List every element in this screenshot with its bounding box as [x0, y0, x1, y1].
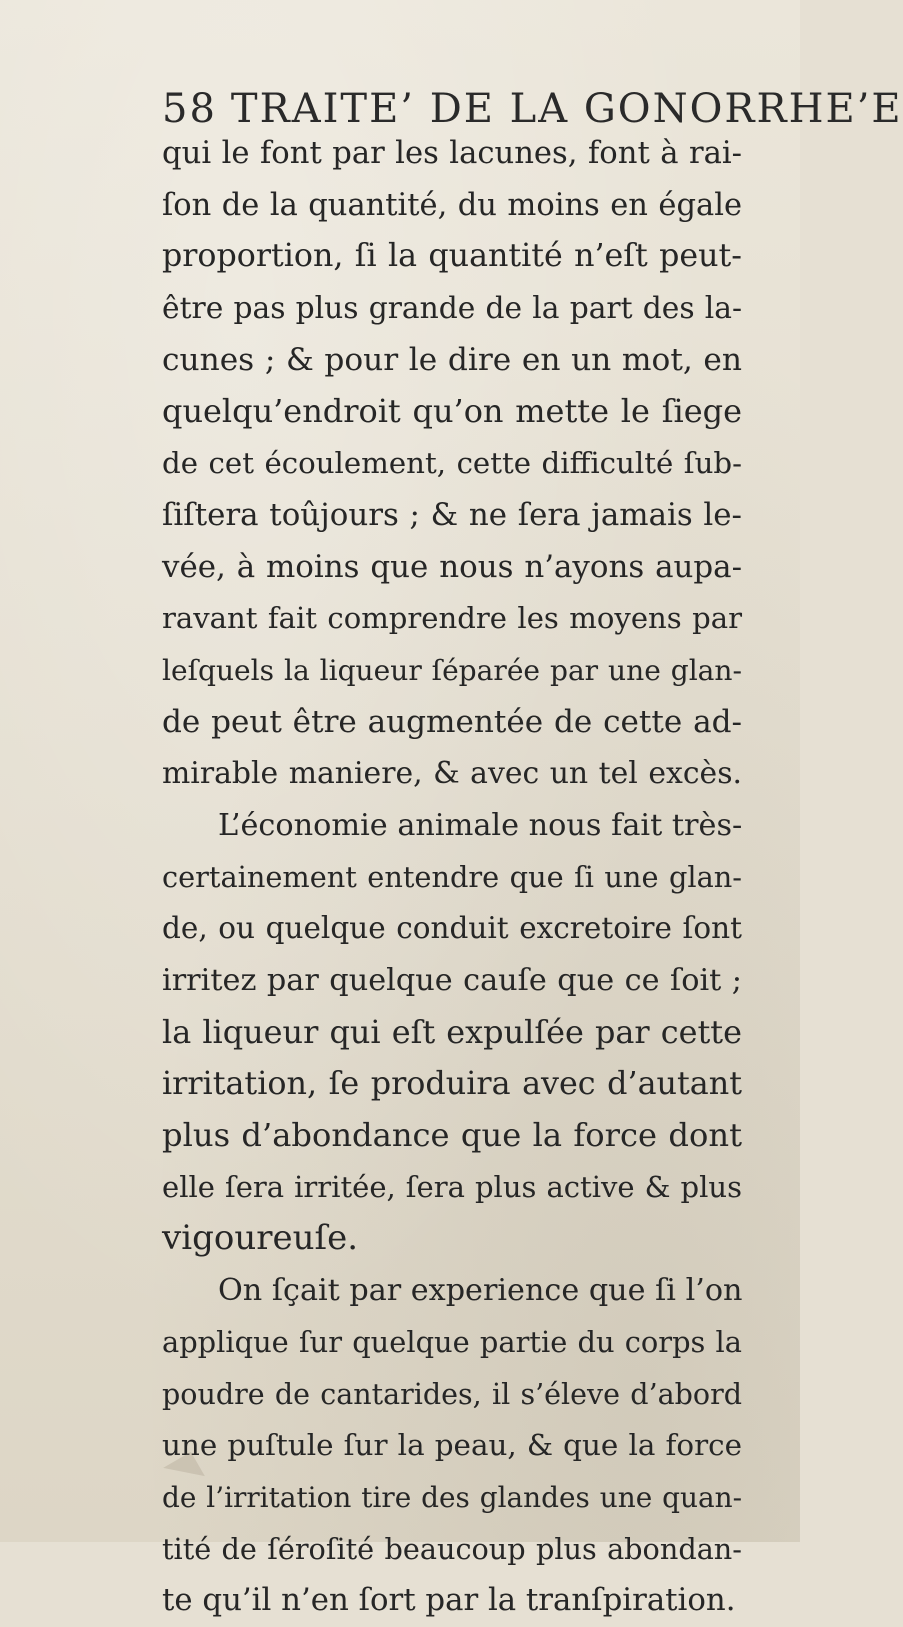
- text-line: de cet écoulement, cette difficulté ſub-: [162, 446, 742, 481]
- text-line: applique ſur quelque partie du corps la: [162, 1324, 742, 1359]
- paragraph-start-line: On ſçait par experience que ſi l’on: [218, 1273, 743, 1309]
- text-line: de, ou quelque conduit excretoire ſont: [162, 911, 742, 946]
- text-line: certainement entendre que ſi une glan-: [162, 859, 742, 894]
- text-line: vée, à moins que nous n’ayons aupa-: [162, 548, 742, 585]
- text-line: tité de ſéroſité beaucoup plus abondan-: [162, 1531, 742, 1566]
- text-line: ſon de la quantité, du moins en égale: [162, 187, 742, 223]
- text-line: la liqueur qui eſt expulſée par cette: [162, 1012, 742, 1051]
- text-line: plus d’abondance que la force dont: [162, 1116, 742, 1155]
- page-number: 58: [162, 86, 217, 132]
- text-line: leſquels la liqueur ſéparée par une glan-: [162, 653, 742, 687]
- text-line: de peut être augmentée de cette ad-: [162, 703, 742, 740]
- text-line: proportion, ſi la quantité n’eſt peut-: [162, 238, 742, 275]
- body-text: [162, 128, 742, 1627]
- text-line: de l’irritation tire des glandes une quan-: [162, 1480, 742, 1514]
- text-line: ſiſtera toûjours ; & ne ſera jamais le-: [162, 496, 742, 533]
- text-line: quelqu’endroit qu’on mette le ſiege: [162, 392, 742, 431]
- text-line: mirable maniere, & avec un tel excès.: [162, 756, 742, 792]
- text-line: irritation, ſe produira avec d’autant: [162, 1065, 742, 1103]
- paragraph-end-line: te qu’il n’en ſort par la tranſpiration.: [162, 1582, 736, 1619]
- paragraph-start-line: L’économie animale nous fait très-: [218, 807, 743, 843]
- text-line: poudre de cantarides, il s’éleve d’abord: [162, 1377, 742, 1411]
- text-line: ravant fait comprendre les moyens par: [162, 601, 742, 636]
- text-line: irritez par quelque cauſe que ce ſoit ;: [162, 963, 742, 998]
- page-header: [162, 86, 903, 132]
- text-line: elle ſera irritée, ſera plus active & plus: [162, 1169, 742, 1204]
- running-title: TRAITE’ DE LA GONORRHE’E: [230, 86, 903, 132]
- text-line: qui le font par les lacunes, font à rai-: [162, 136, 742, 171]
- text-line: une puſtule ſur la peau, & que la force: [162, 1428, 742, 1463]
- text-line: être pas plus grande de la part des la-: [162, 291, 742, 327]
- paragraph-end-line: vigoureuſe.: [162, 1218, 358, 1259]
- text-line: cunes ; & pour le dire en un mot, en: [162, 341, 742, 378]
